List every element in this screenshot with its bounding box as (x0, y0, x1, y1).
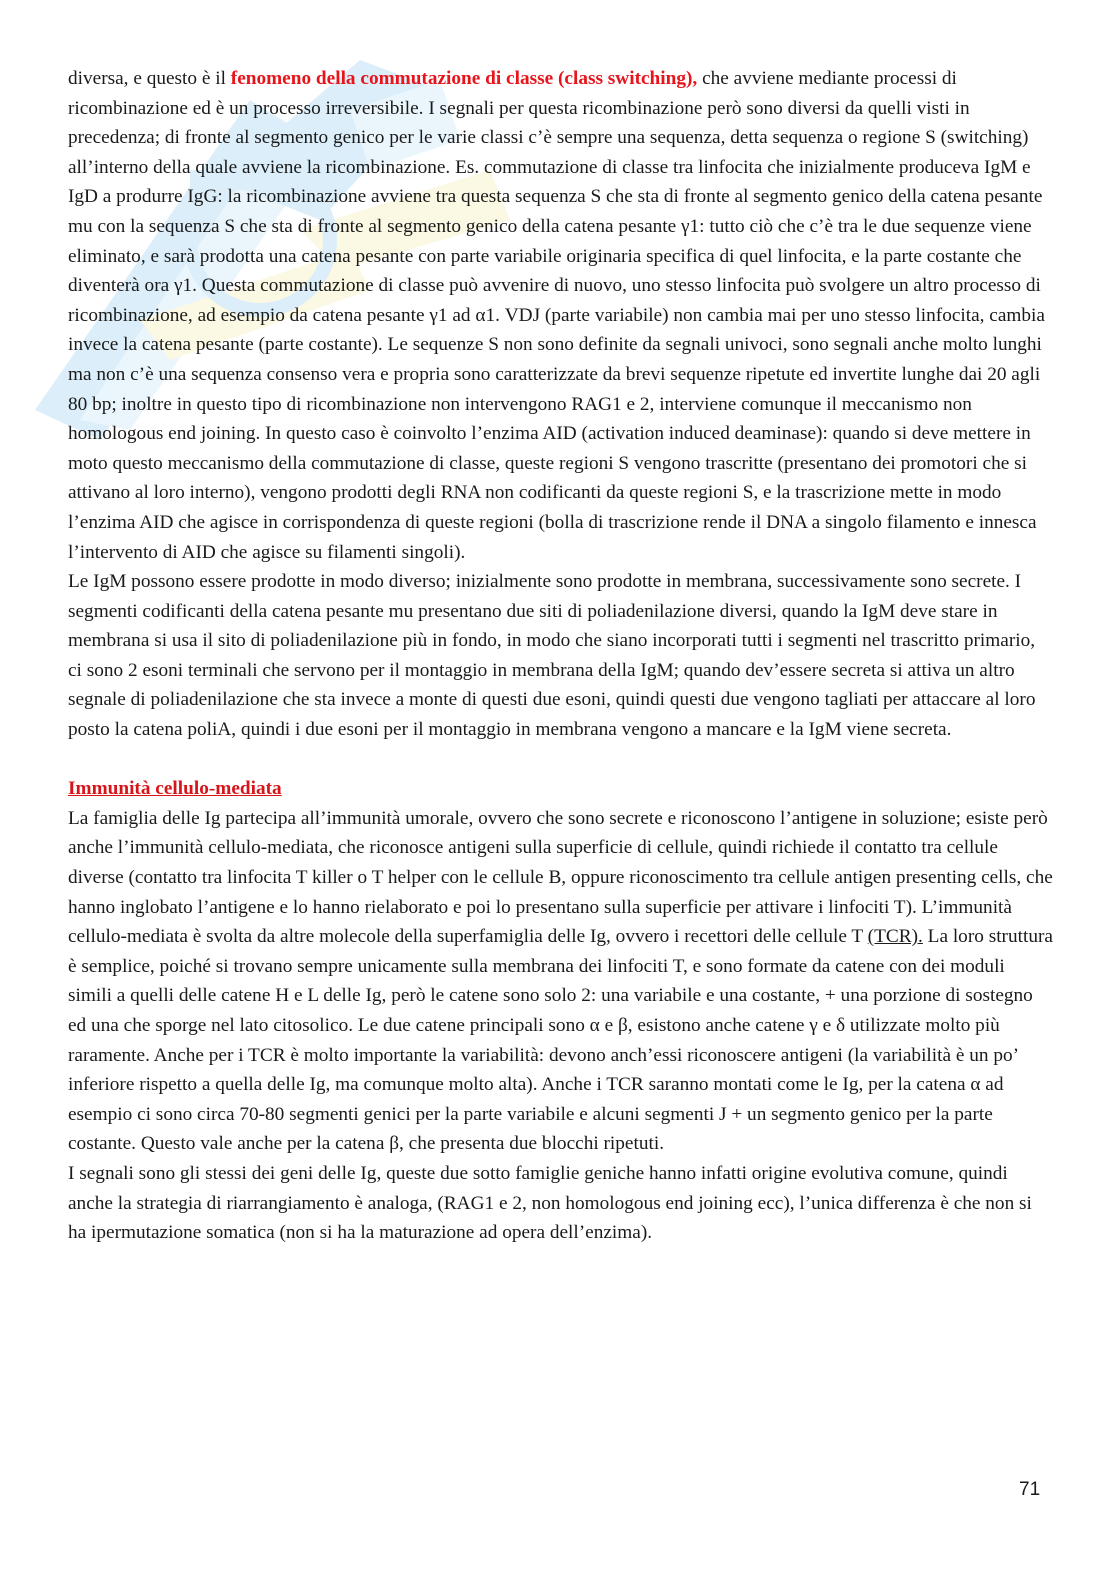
paragraph-text: che avviene mediante processi di ricombinazione ed è un processo irreversibile. I segnali per questa ricombinazione però sono diversi da quelli visti in precedenza; di fronte al segmento genico per le varie classi c’è sempre una sequenza, detta sequenza o regione S (switching) all’interno della quale avviene la ricombinazione. Es. commutazione di classe tra linfocita che inizialmente produceva IgM e IgD a produrre IgG: la ricombinazione avviene tra questa sequenza S che sta di fronte al segmento genico della catena pesante mu con la sequenza S che sta di fronte al segmento genico della catena pesante γ1: tutto ciò che c’è tra le due sequenze viene eliminato, e sarà prodotta una catena pesante con parte variabile originaria specifica di quel linfocita, e la parte costante che diventerà ora γ1. Questa commutazione di classe può avvenire di nuovo, uno stesso linfocita può svolgere un altro processo di ricombinazione, ad esempio da catena pesante γ1 ad α1. VDJ (parte variabile) non cambia mai per uno stesso linfocita, cambia invece la catena pesante (parte costante). Le sequenze S non sono definite da segnali univoci, sono segnali anche molto lunghi ma non c’è una sequenza consenso vera e propria sono caratterizzate da brevi sequenze ripetute ed invertite lunghe dai 20 agli 80 bp; inoltre in questo tipo di ricombinazione non intervengono RAG1 e 2, interviene comunque il meccanismo non homologous end joining. In questo caso è coinvolto l’enzima AID (activation induced deaminase): quando si deve mettere in moto questo meccanismo della commutazione di classe, queste regioni S vengono trascritte (presentano dei promotori che si attivano al loro interno), vengono prodotti degli RNA non codificanti da queste regioni S, e la trascrizione mette in modo l’enzima AID che agisce in corrispondenza di queste regioni (bolla di trascrizione rende il DNA a singolo filamento e innesca l’intervento di AID che agisce su filamenti singoli). (68, 68, 1045, 563)
paragraph-cell-mediated-immunity (68, 804, 1053, 1159)
section-heading: Immunità cellulo-mediata (68, 778, 282, 800)
paragraph-signals: I segnali sono gli stessi dei geni delle Ig, queste due sotto famiglie geniche hanno infatti origine evolutiva comune, quindi anche la strategia di riarrangiamento è analoga, (RAG1 e 2, non homologous end joining ecc), l’unica differenza è che non si ha ipermutazione somatica (non si ha la maturazione ad opera dell’enzima). (68, 1162, 1032, 1244)
paragraph-igm-production: Le IgM possono essere prodotte in modo diverso; inizialmente sono prodotte in membrana, successivamente sono secrete. I segmenti codificanti della catena pesante mu presentano due siti di poliadenilazione diversi, quando la IgM deve stare in membrana si usa il sito di poliadenilazione più in fondo, in modo che siano incorporati tutti i segmenti nel trascritto primario, ci sono 2 esoni terminali che servono per il montaggio in membrana della IgM; quando dev’essere secreta si attiva un altro segnale di poliadenilazione che sta invece a monte di questi due esoni, quindi questi due vengono tagliati per attaccare al loro posto la catena poliA, quindi i due esoni per il montaggio in membrana vengono a mancare e la IgM viene secreta. (68, 571, 1036, 741)
paragraph-class-switching (68, 64, 1053, 567)
paragraph-text: La loro struttura è semplice, poiché si trovano sempre unicamente sulla membrana dei linfociti T, e sono formate da catene con dei moduli simili a quelli delle catene H e L delle Ig, però le catene sono solo 2: una variabile e una costante, + una porzione di sostegno ed una che sporge nel lato citosolico. Le due catene principali sono α e β, esistono anche catene γ e δ utilizzate molto più raramente. Anche per i TCR è molto importante la variabilità: devono anch’essi riconoscere antigeni (la variabilità è un po’ inferiore rispetto a quella delle Ig, ma comunque molto alta). Anche i TCR saranno montati come le Ig, per la catena α ad esempio ci sono circa 70-80 segmenti genici per la parte variabile e alcuni segmenti J + un segmento genico per la parte costante. Questo vale anche per la catena β, che presenta due blocchi ripetuti. (68, 926, 1053, 1155)
page-number: 71 (1019, 1479, 1041, 1500)
document-body (68, 64, 1053, 1248)
paragraph-text: La famiglia delle Ig partecipa all’immunità umorale, ovvero che sono secrete e riconoscono l’antigene in soluzione; esiste però anche l’immunità cellulo-mediata, che riconosce antigeni sulla superficie di cellule, quindi richiede il contatto tra cellule diverse (contatto tra linfocita T killer o T helper con le cellule B, oppure riconoscimento tra cellule antigen presenting cells, che hanno inglobato l’antigene e lo hanno rielaborato e poi lo presentano sulla superficie per attivare i linfociti T). L’immunità cellulo-mediata è svolta da altre molecole della superfamiglia delle Ig, ovvero i recettori delle cellule T (68, 807, 1053, 948)
tcr-link[interactable]: (TCR). (867, 926, 923, 948)
paragraph-text: diversa, e questo è il (68, 68, 231, 89)
highlighted-term: fenomeno della commutazione di classe (class switching), (230, 68, 698, 89)
spacer (68, 745, 1053, 775)
